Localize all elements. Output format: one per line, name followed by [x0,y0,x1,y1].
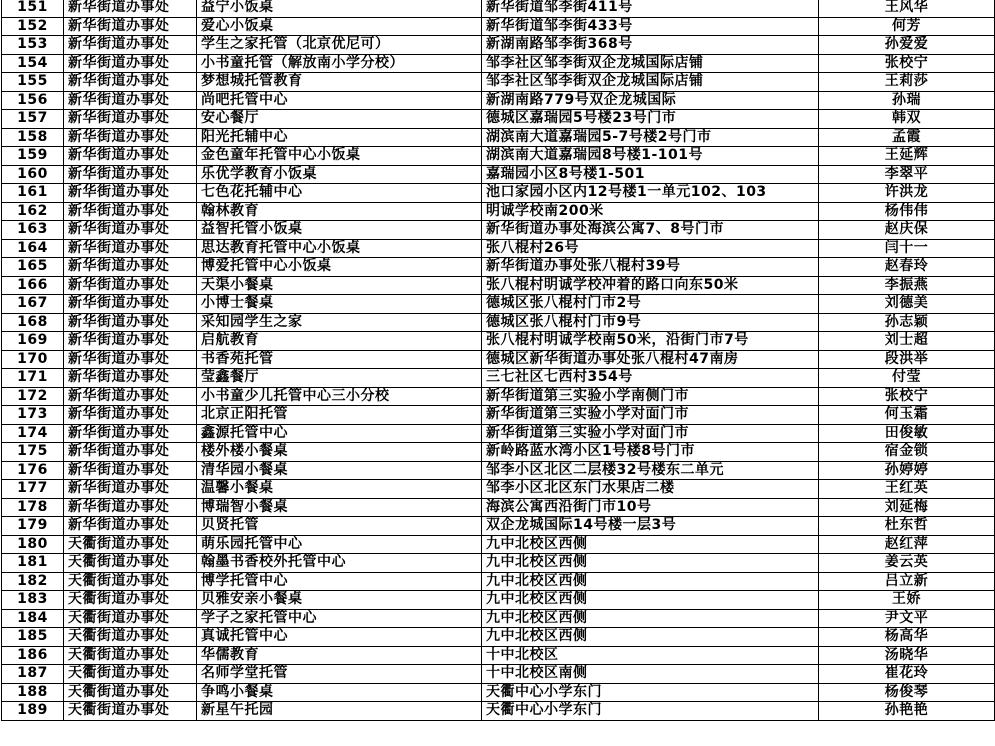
facility-name-cell: 爱心小饭桌 [197,17,482,36]
table-row [2,628,995,647]
facility-name-cell: 乐优学教育小饭桌 [197,165,482,184]
address-cell: 新华街道邹李街411号 [482,0,819,17]
facility-name-cell: 小博士餐桌 [197,295,482,314]
facility-name-cell: 清华园小餐桌 [197,461,482,480]
address-cell: 池口家园小区内12号楼1一单元102、103 [482,184,819,203]
row-number-cell: 181 [2,554,64,573]
address-cell: 双企龙城国际14号楼一层3号 [482,517,819,536]
contact-person-cell: 王娇 [819,591,995,610]
contact-person-cell: 孙婷婷 [819,461,995,480]
contact-person-cell: 赵红萍 [819,535,995,554]
table-row [2,91,995,110]
facility-name-cell: 七色花托辅中心 [197,184,482,203]
office-cell: 天衢街道办事处 [64,535,197,554]
contact-person-cell: 何芳 [819,17,995,36]
contact-person-cell: 宿金锁 [819,443,995,462]
address-cell: 张八棍村26号 [482,239,819,258]
office-cell: 新华街道办事处 [64,387,197,406]
office-cell: 新华街道办事处 [64,424,197,443]
table-row [2,17,995,36]
table-row [2,295,995,314]
office-cell: 新华街道办事处 [64,128,197,147]
table-row [2,110,995,129]
table-row [2,609,995,628]
facility-name-cell: 萌乐园托管中心 [197,535,482,554]
facility-name-cell: 梦想城托管教育 [197,73,482,92]
table-row [2,387,995,406]
contact-person-cell: 吕立新 [819,572,995,591]
facility-name-cell: 启航教育 [197,332,482,351]
contact-person-cell: 闫十一 [819,239,995,258]
table-row [2,332,995,351]
office-cell: 新华街道办事处 [64,17,197,36]
address-cell: 九中北校区西侧 [482,554,819,573]
row-number-cell: 183 [2,591,64,610]
facility-name-cell: 益宁小饭桌 [197,0,482,17]
address-cell: 嘉瑞园小区8号楼1-501 [482,165,819,184]
office-cell: 新华街道办事处 [64,91,197,110]
office-cell: 新华街道办事处 [64,443,197,462]
address-cell: 十中北校区南侧 [482,665,819,684]
contact-person-cell: 赵庆保 [819,221,995,240]
contact-person-cell: 杨高华 [819,628,995,647]
facility-name-cell: 采知园学生之家 [197,313,482,332]
facility-name-cell: 新星午托园 [197,702,482,721]
table-row [2,591,995,610]
row-number-cell: 168 [2,313,64,332]
table-row [2,683,995,702]
contact-person-cell: 尹文平 [819,609,995,628]
contact-person-cell: 刘士超 [819,332,995,351]
facility-name-cell: 安心餐厅 [197,110,482,129]
row-number-cell: 166 [2,276,64,295]
address-cell: 九中北校区西侧 [482,591,819,610]
table-row [2,517,995,536]
contact-person-cell: 孙瑞 [819,91,995,110]
row-number-cell: 154 [2,54,64,73]
facility-name-cell: 贝雅安亲小餐桌 [197,591,482,610]
row-number-cell: 176 [2,461,64,480]
row-number-cell: 163 [2,221,64,240]
office-cell: 新华街道办事处 [64,332,197,351]
row-number-cell: 152 [2,17,64,36]
office-cell: 新华街道办事处 [64,221,197,240]
row-number-cell: 170 [2,350,64,369]
row-number-cell: 155 [2,73,64,92]
table-row [2,239,995,258]
row-number-cell: 161 [2,184,64,203]
facility-name-cell: 翰墨书香校外托管中心 [197,554,482,573]
contact-person-cell: 张校宁 [819,387,995,406]
table-row [2,461,995,480]
row-number-cell: 178 [2,498,64,517]
office-cell: 新华街道办事处 [64,276,197,295]
facility-name-cell: 天渠小餐桌 [197,276,482,295]
office-cell: 新华街道办事处 [64,480,197,499]
table-row [2,535,995,554]
contact-person-cell: 王延辉 [819,147,995,166]
table-row [2,73,995,92]
table-row [2,369,995,388]
row-number-cell: 182 [2,572,64,591]
office-cell: 天衢街道办事处 [64,628,197,647]
office-cell: 新华街道办事处 [64,498,197,517]
address-cell: 湖滨南大道嘉瑞园5-7号楼2号门市 [482,128,819,147]
table-row [2,646,995,665]
address-cell: 张八棍村明诚学校冲着的路口向东50米 [482,276,819,295]
row-number-cell: 174 [2,424,64,443]
contact-person-cell: 孙爱爱 [819,36,995,55]
facility-name-cell: 小书童少儿托管中心三小分校 [197,387,482,406]
table-row [2,350,995,369]
address-cell: 德城区新华街道办事处张八棍村47南房 [482,350,819,369]
address-cell: 邹李社区邹李街双企龙城国际店铺 [482,54,819,73]
office-cell: 新华街道办事处 [64,239,197,258]
row-number-cell: 158 [2,128,64,147]
table-row [2,313,995,332]
row-number-cell: 184 [2,609,64,628]
facility-name-cell: 书香苑托管 [197,350,482,369]
office-cell: 天衢街道办事处 [64,665,197,684]
contact-person-cell: 姜云英 [819,554,995,573]
table-row [2,480,995,499]
table-row [2,406,995,425]
contact-person-cell: 赵春玲 [819,258,995,277]
facility-name-cell: 学生之家托管（北京优尼可） [197,36,482,55]
office-cell: 天衢街道办事处 [64,683,197,702]
contact-person-cell: 崔花玲 [819,665,995,684]
facility-name-cell: 益智托管小饭桌 [197,221,482,240]
office-cell: 天衢街道办事处 [64,554,197,573]
address-cell: 新华街道办事处张八棍村39号 [482,258,819,277]
office-cell: 新华街道办事处 [64,202,197,221]
address-cell: 湖滨南大道嘉瑞园8号楼1-101号 [482,147,819,166]
contact-person-cell: 汤晓华 [819,646,995,665]
table-row [2,572,995,591]
facility-name-cell: 华儒教育 [197,646,482,665]
facility-name-cell: 贝贤托管 [197,517,482,536]
contact-person-cell: 杨俊琴 [819,683,995,702]
contact-person-cell: 田俊敏 [819,424,995,443]
office-cell: 新华街道办事处 [64,110,197,129]
office-cell: 天衢街道办事处 [64,591,197,610]
facility-name-cell: 小书童托管（解放南小学分校） [197,54,482,73]
contact-person-cell: 付莹 [819,369,995,388]
table-row [2,424,995,443]
contact-person-cell: 段洪举 [819,350,995,369]
address-cell: 天衢中心小学东门 [482,702,819,721]
contact-person-cell: 杨伟伟 [819,202,995,221]
row-number-cell: 186 [2,646,64,665]
office-cell: 新华街道办事处 [64,461,197,480]
facility-name-cell: 名师学堂托管 [197,665,482,684]
row-number-cell: 173 [2,406,64,425]
row-number-cell: 165 [2,258,64,277]
office-cell: 新华街道办事处 [64,517,197,536]
contact-person-cell: 王莉莎 [819,73,995,92]
office-cell: 天衢街道办事处 [64,646,197,665]
table-row [2,54,995,73]
row-number-cell: 179 [2,517,64,536]
address-cell: 新华街道第三实验小学南侧门市 [482,387,819,406]
address-cell: 新华街道第三实验小学对面门市 [482,406,819,425]
facility-name-cell: 尚吧托管中心 [197,91,482,110]
row-number-cell: 159 [2,147,64,166]
row-number-cell: 171 [2,369,64,388]
table-row [2,147,995,166]
row-number-cell: 169 [2,332,64,351]
address-cell: 邹李小区北区东门水果店二楼 [482,480,819,499]
address-cell: 新华街道办事处海滨公寓7、8号门市 [482,221,819,240]
contact-person-cell: 李翠平 [819,165,995,184]
facility-name-cell: 博学托管中心 [197,572,482,591]
table-row [2,36,995,55]
facility-name-cell: 博爱托管中心小饭桌 [197,258,482,277]
office-cell: 新华街道办事处 [64,36,197,55]
address-cell: 新华街道邹李街433号 [482,17,819,36]
address-cell: 九中北校区西侧 [482,535,819,554]
office-cell: 天衢街道办事处 [64,572,197,591]
office-cell: 新华街道办事处 [64,165,197,184]
office-cell: 新华街道办事处 [64,369,197,388]
facility-name-cell: 阳光托辅中心 [197,128,482,147]
row-number-cell: 177 [2,480,64,499]
address-cell: 海滨公寓西沿街门市10号 [482,498,819,517]
table-row [2,0,995,17]
address-cell: 新湖南路邹李街368号 [482,36,819,55]
address-cell: 九中北校区西侧 [482,572,819,591]
contact-person-cell: 何玉霜 [819,406,995,425]
address-cell: 张八棍村明诚学校南50米，沿街门市7号 [482,332,819,351]
address-cell: 九中北校区西侧 [482,628,819,647]
row-number-cell: 151 [2,0,64,17]
row-number-cell: 160 [2,165,64,184]
address-cell: 新岭路蓝水湾小区1号楼8号门市 [482,443,819,462]
table-row [2,554,995,573]
row-number-cell: 162 [2,202,64,221]
facility-name-cell: 博瑞智小餐桌 [197,498,482,517]
contact-person-cell: 孙艳艳 [819,702,995,721]
facility-name-cell: 翰林教育 [197,202,482,221]
facility-name-cell: 北京正阳托管 [197,406,482,425]
office-cell: 新华街道办事处 [64,350,197,369]
row-number-cell: 167 [2,295,64,314]
office-cell: 新华街道办事处 [64,184,197,203]
facility-name-cell: 莹鑫餐厅 [197,369,482,388]
row-number-cell: 185 [2,628,64,647]
office-cell: 新华街道办事处 [64,313,197,332]
table-row [2,443,995,462]
table-row [2,258,995,277]
row-number-cell: 180 [2,535,64,554]
office-cell: 天衢街道办事处 [64,702,197,721]
contact-person-cell: 杜东哲 [819,517,995,536]
row-number-cell: 187 [2,665,64,684]
address-cell: 邹李社区邹李街双企龙城国际店铺 [482,73,819,92]
contact-person-cell: 韩双 [819,110,995,129]
address-cell: 十中北校区 [482,646,819,665]
contact-person-cell: 张校宁 [819,54,995,73]
contact-person-cell: 李振燕 [819,276,995,295]
contact-person-cell: 刘延梅 [819,498,995,517]
facility-name-cell: 楼外楼小餐桌 [197,443,482,462]
row-number-cell: 164 [2,239,64,258]
facility-name-cell: 思达教育托管中心小饭桌 [197,239,482,258]
row-number-cell: 188 [2,683,64,702]
facility-name-cell: 学子之家托管中心 [197,609,482,628]
address-cell: 德城区张八棍村门市9号 [482,313,819,332]
facility-name-cell: 鑫源托管中心 [197,424,482,443]
address-cell: 天衢中心小学东门 [482,683,819,702]
row-number-cell: 189 [2,702,64,721]
address-cell: 德城区嘉瑞园5号楼23号门市 [482,110,819,129]
contact-person-cell: 王风华 [819,0,995,17]
address-cell: 新湖南路779号双企龙城国际 [482,91,819,110]
contact-person-cell: 孟霞 [819,128,995,147]
table-row [2,128,995,147]
registry-table-body [2,0,995,720]
contact-person-cell: 许洪龙 [819,184,995,203]
office-cell: 新华街道办事处 [64,54,197,73]
table-row [2,276,995,295]
contact-person-cell: 王红英 [819,480,995,499]
address-cell: 新华街道第三实验小学对面门市 [482,424,819,443]
office-cell: 新华街道办事处 [64,73,197,92]
facility-name-cell: 争鸣小餐桌 [197,683,482,702]
table-row [2,665,995,684]
contact-person-cell: 孙志颖 [819,313,995,332]
table-row [2,184,995,203]
row-number-cell: 153 [2,36,64,55]
table-row [2,165,995,184]
table-row [2,498,995,517]
row-number-cell: 175 [2,443,64,462]
address-cell: 三七社区七西村354号 [482,369,819,388]
table-row [2,221,995,240]
office-cell: 新华街道办事处 [64,147,197,166]
contact-person-cell: 刘德美 [819,295,995,314]
row-number-cell: 156 [2,91,64,110]
address-cell: 明诚学校南200米 [482,202,819,221]
address-cell: 九中北校区西侧 [482,609,819,628]
address-cell: 德城区张八棍村门市2号 [482,295,819,314]
office-cell: 新华街道办事处 [64,0,197,17]
office-cell: 新华街道办事处 [64,295,197,314]
row-number-cell: 157 [2,110,64,129]
table-row [2,702,995,721]
registry-table [1,0,995,721]
facility-name-cell: 温馨小餐桌 [197,480,482,499]
facility-name-cell: 金色童年托管中心小饭桌 [197,147,482,166]
table-row [2,202,995,221]
office-cell: 新华街道办事处 [64,406,197,425]
address-cell: 邹李小区北区二层楼32号楼东二单元 [482,461,819,480]
office-cell: 新华街道办事处 [64,258,197,277]
row-number-cell: 172 [2,387,64,406]
office-cell: 天衢街道办事处 [64,609,197,628]
facility-name-cell: 真诚托管中心 [197,628,482,647]
